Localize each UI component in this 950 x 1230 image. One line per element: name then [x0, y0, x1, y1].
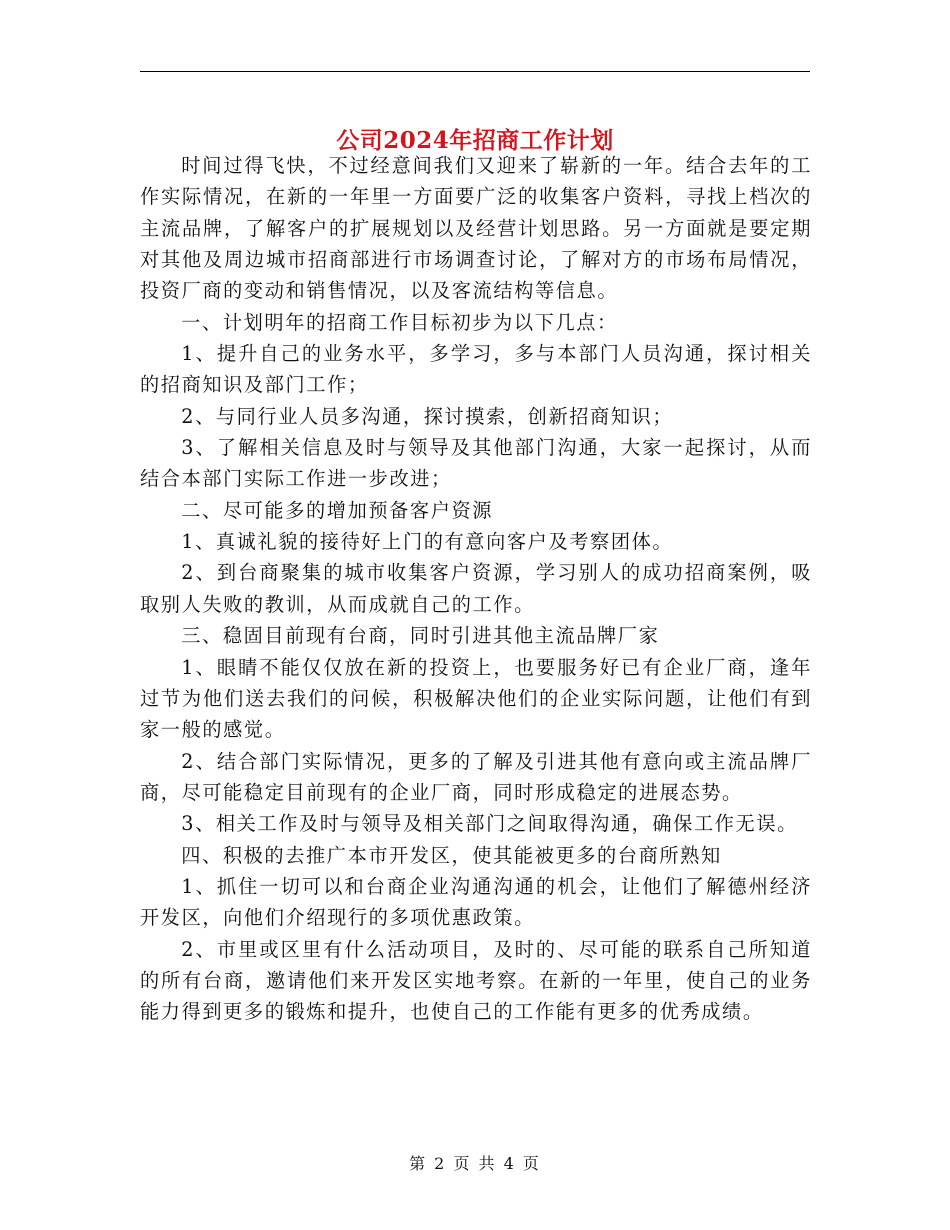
list-item: 2、到台商聚集的城市收集客户资源，学习别人的成功招商案例，吸取别人失败的教训，从而成就自己的工作。	[140, 561, 812, 616]
intro-paragraph: 时间过得飞快，不过经意间我们又迎来了崭新的一年。结合去年的工作实际情况，在新的一年里一方面要广泛的收集客户资料，寻找上档次的主流品牌，了解客户的扩展规划以及经营计划思路。另一方面就是要定期对其他及周边城市招商部进行市场调查讨论，了解对方的市场布局情况，投资厂商的变动和销售情况，以及客流结构等信息。	[140, 154, 812, 303]
page-number: 第 2 页 共 4 页	[409, 1154, 541, 1173]
section-heading: 四、积极的去推广本市开发区，使其能被更多的台商所熟知	[181, 843, 722, 867]
document-body	[140, 150, 812, 1028]
list-item: 3、相关工作及时与领导及相关部门之间取得沟通，确保工作无误。	[181, 812, 798, 836]
list-item: 1、眼睛不能仅仅放在新的投资上，也要服务好已有企业厂商，逢年过节为他们送去我们的问候，积极解决他们的企业实际问题，让他们有到家一般的感觉。	[140, 655, 812, 742]
section-heading: 二、尽可能多的增加预备客户资源	[181, 498, 494, 522]
list-item: 3、了解相关信息及时与领导及其他部门沟通，大家一起探讨，从而结合本部门实际工作进一步改进；	[140, 436, 812, 491]
list-item: 2、市里或区里有什么活动项目，及时的、尽可能的联系自己所知道的所有台商，邀请他们来开发区实地考察。在新的一年里，使自己的业务能力得到更多的锻炼和提升，也使自己的工作能有更多的优秀成绩。	[140, 937, 812, 1024]
document-title: 公司2024年招商工作计划	[336, 127, 614, 155]
list-item: 1、真诚礼貌的接待好上门的有意向客户及考察团体。	[181, 530, 674, 554]
list-item: 2、结合部门实际情况，更多的了解及引进其他有意向或主流品牌厂商，尽可能稳定目前现有的企业厂商，同时形成稳定的进展态势。	[140, 749, 812, 804]
header-rule	[140, 71, 810, 72]
section-heading: 一、计划明年的招商工作目标初步为以下几点：	[181, 310, 618, 334]
list-item: 2、与同行业人员多沟通，探讨摸索，创新招商知识；	[181, 404, 674, 428]
list-item: 1、提升自己的业务水平，多学习，多与本部门人员沟通，探讨相关的招商知识及部门工作；	[140, 342, 812, 397]
list-item: 1、抓住一切可以和台商企业沟通沟通的机会，让他们了解德州经济开发区，向他们介绍现行的多项优惠政策。	[140, 874, 812, 930]
section-heading: 三、稳固目前现有台商，同时引进其他主流品牌厂家	[181, 624, 660, 648]
